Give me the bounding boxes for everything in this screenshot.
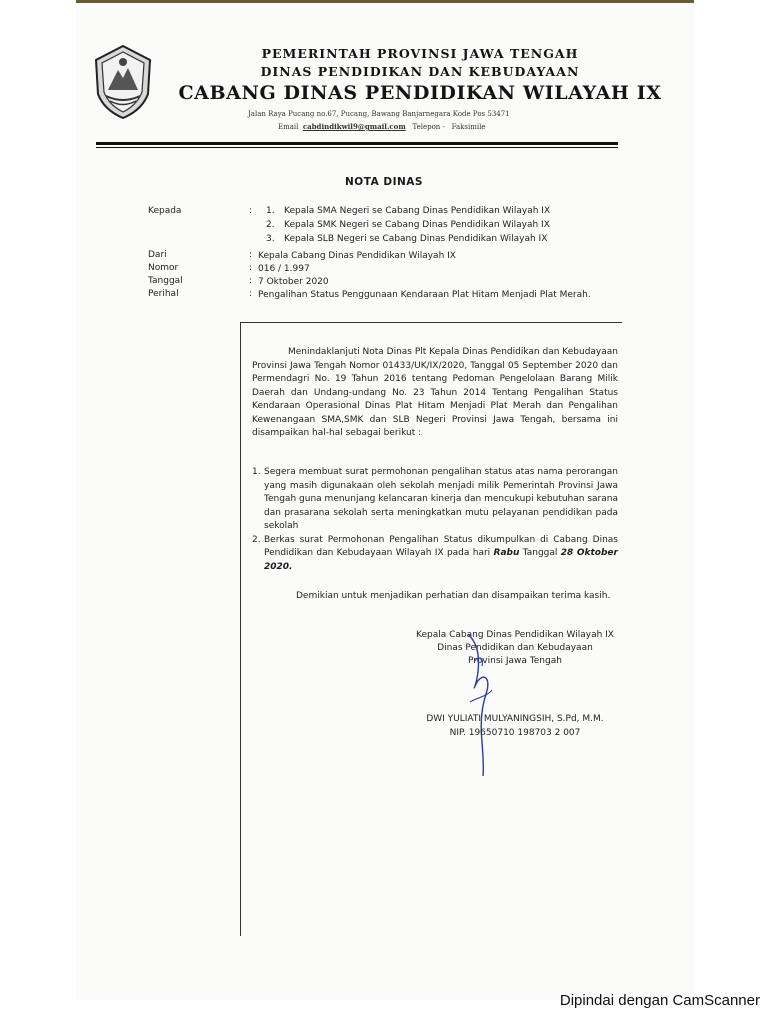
letterhead-divider <box>96 142 618 145</box>
document-title: NOTA DINAS <box>345 176 423 188</box>
letterhead-government: PEMERINTAH PROVINSI JAWA TENGAH <box>261 46 579 61</box>
colon: : <box>249 289 253 299</box>
letterhead-branch-office: CABANG DINAS PENDIDIKAN WILAYAH IX <box>178 82 662 104</box>
subject-value: Pengalihan Status Penggunaan Kendaraan Plat Hitam Menjadi Plat Merah. <box>258 290 591 300</box>
fax-label: Faksimile <box>451 123 486 131</box>
kepada-label: Kepada <box>148 206 182 216</box>
email-label: Email <box>278 123 299 131</box>
paper-top-edge <box>76 0 694 3</box>
colon: : <box>249 276 253 286</box>
signatory-department: Dinas Pendidikan dan Kebudayaan <box>437 643 593 653</box>
list-item-text: Segera membuat surat permohonan pengalihan status atas nama perorangan yang masih digunakaan oleh sekolah menjadi milik Pemerintah Provinsi Jawa Tengah guna menunjang kelancaran kinerja dan mencukupi kebutuhan sarana dan prasarana sekolah serta meningkatkan mutu pelayanan pendidikan pada sekolah <box>264 467 618 531</box>
list-item-number: 2. <box>252 534 261 545</box>
recipient-number: 1. <box>266 206 275 216</box>
letterhead-department: DINAS PENDIDIKAN DAN KEBUDAYAAN <box>260 64 580 79</box>
colon: : <box>249 263 253 273</box>
list-item-text: Berkas surat Permohonan Pengalihan Status dikumpulkan di Cabang Dinas Pendidikan dan Kebudayaan Wilayah IX pada hari <box>264 534 618 558</box>
nomor-label: Nomor <box>148 263 179 273</box>
colon: : <box>249 250 253 260</box>
email-address: cabdindikwil9@gmail.com <box>302 122 406 131</box>
recipient-item: Kepala SLB Negeri se Cabang Dinas Pendidikan Wilayah IX <box>284 234 548 244</box>
signatory-province: Provinsi Jawa Tengah <box>468 656 562 666</box>
provincial-emblem-icon <box>92 44 154 120</box>
list-item <box>252 466 618 534</box>
document-number: 016 / 1.997 <box>258 264 310 274</box>
letterhead-contact: Email cabdindikwil9@gmail.com Telepon - Faksimile <box>278 122 486 131</box>
colon: : <box>249 206 253 216</box>
letterhead-divider-thin <box>96 147 618 148</box>
list-item <box>252 534 618 575</box>
recipient-item: Kepala SMK Negeri se Cabang Dinas Pendidikan Wilayah IX <box>284 220 550 230</box>
deadline-date: 28 Oktober 2020. <box>264 548 618 572</box>
document-date: 7 Oktober 2020 <box>258 277 329 287</box>
opening-paragraph: Menindaklanjuti Nota Dinas Plt Kepala Dinas Pendidikan dan Kebudayaan Provinsi Jawa Tengah Nomor 01433/UK/IX/2020, Tanggal 05 September 2020 dan Permendagri No. 19 Tahun 2016 tentang Pedoman Pengelolaan Barang Milik Daerah dan Undang-undang No. 23 Tahun 2014 Tentang Pengalihan Status Kendaraan Operasional Dinas Plat Hitam Menjadi Plat Merah dan Pengalihan Kewenangaan SMA,SMK dan SLB Negeri Provinsi Jawa Tengah, bersama ini disampaikan hal-hal sebagai berikut : <box>252 347 618 438</box>
dari-label: Dari <box>148 250 167 260</box>
sender-value: Kepala Cabang Dinas Pendidikan Wilayah IX <box>258 251 456 261</box>
closing-paragraph: Demikian untuk menjadikan perhatian dan disampaikan terima kasih. <box>296 591 611 601</box>
instruction-list <box>252 466 618 574</box>
signatory-name: DWI YULIATI MULYANINGSIH, S.Pd, M.M. <box>426 714 604 724</box>
deadline-tanggal-label: Tanggal <box>522 548 558 558</box>
tanggal-label: Tanggal <box>148 276 183 286</box>
handwritten-signature <box>462 632 502 778</box>
signatory-nip: NIP. 19650710 198703 2 007 <box>449 728 581 738</box>
signatory-title: Kepala Cabang Dinas Pendidikan Wilayah IX <box>416 630 614 640</box>
list-item-number: 1. <box>252 467 261 477</box>
deadline-day: Rabu <box>493 548 520 558</box>
recipient-number: 3. <box>266 234 275 244</box>
phone-label: Telepon <box>412 123 441 131</box>
perihal-label: Perihal <box>148 289 179 299</box>
scanner-watermark: Dipindai dengan CamScanner <box>559 992 760 1009</box>
recipient-item: Kepala SMA Negeri se Cabang Dinas Pendidikan Wilayah IX <box>284 206 551 216</box>
letterhead-address: Jalan Raya Pucang no.67, Pucang, Bawang Banjarnegara Kode Pos 53471 <box>248 110 510 118</box>
header-divider <box>240 322 622 323</box>
left-margin-line <box>240 322 241 936</box>
recipient-number: 2. <box>266 220 275 230</box>
